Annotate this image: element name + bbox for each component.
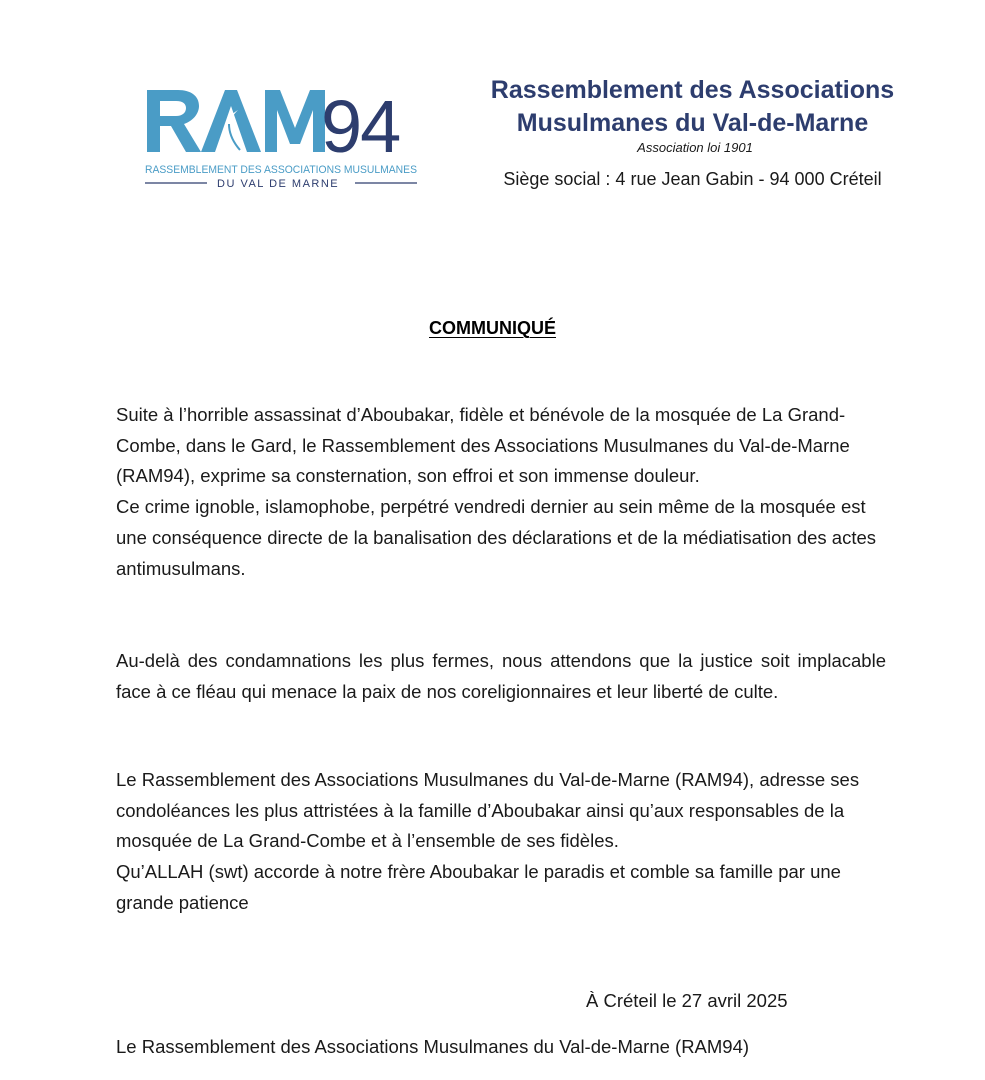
logo-tagline-1: RASSEMBLEMENT DES ASSOCIATIONS MUSULMANES: [145, 164, 417, 176]
paragraph-4: Le Rassemblement des Associations Musulmanes du Val-de-Marne (RAM94), adresse ses condoléances les plus attristées à la famille d’Aboubakar ainsi qu’aux responsables de la mosquée de La Grand-Combe et à l’ensemble de ses fidèles.: [116, 769, 860, 852]
logo-tagline-2: DU VAL DE MARNE: [217, 178, 340, 190]
paragraph-2: Ce crime ignoble, islamophobe, perpétré vendredi dernier au sein même de la mosquée est une conséquence directe de la banalisation des déclarations et de la médiatisation des actes antimusulmans.: [116, 496, 877, 579]
organization-name: [440, 74, 945, 140]
organization-name-line2: Musulmanes du Val-de-Marne: [516, 109, 869, 137]
organization-name-line1: Rassemblement des Associations: [490, 76, 895, 104]
paragraph-1-block: [116, 400, 886, 584]
paragraph-3-block: [116, 646, 886, 707]
document-title: COMMUNIQUÉ: [429, 318, 556, 338]
document-date: À Créteil le 27 avril 2025: [586, 990, 788, 1011]
logo-mark-text: 94: [321, 85, 400, 168]
paragraph-5: Qu’ALLAH (swt) accorde à notre frère Aboubakar le paradis et comble sa famille par une grande patience: [116, 861, 841, 913]
paragraph-1: Suite à l’horrible assassinat d’Aboubakar, fidèle et bénévole de la mosquée de La Grand-Combe, dans le Gard, le Rassemblement des Associations Musulmanes du Val-de-Marne (RAM94), exprime sa consternation, son effroi et son immense douleur.: [116, 404, 850, 487]
organization-status: Association loi 1901: [637, 140, 753, 155]
ram94-logo: [143, 84, 428, 194]
document-signature: Le Rassemblement des Associations Musulmanes du Val-de-Marne (RAM94): [116, 1036, 750, 1057]
paragraph-4-block: [116, 765, 886, 919]
paragraph-3: Au-delà des condamnations les plus fermes, nous attendons que la justice soit implacable face à ce fléau qui menace la paix de nos coreligionnaires et leur liberté de culte.: [116, 650, 886, 702]
organization-address: Siège social : 4 rue Jean Gabin - 94 000 Créteil: [503, 169, 882, 189]
